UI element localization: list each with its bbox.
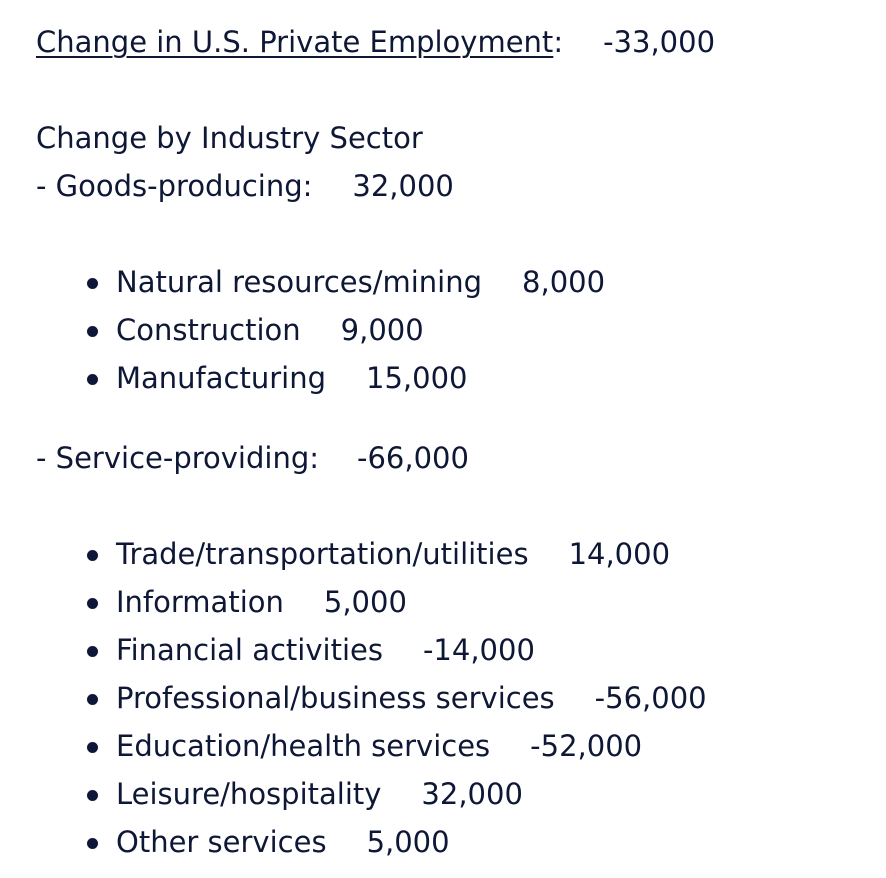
list-item-value: -56,000 xyxy=(594,681,707,715)
list-item-label: Financial activities xyxy=(116,633,383,667)
headline-colon: : xyxy=(553,25,564,59)
list-item xyxy=(0,358,605,406)
list-item-value: 15,000 xyxy=(366,361,468,395)
list-item xyxy=(0,822,707,870)
goods-sector-list xyxy=(0,262,605,406)
service-providing-value: -66,000 xyxy=(357,441,469,475)
list-item-label: Leisure/hospitality xyxy=(116,777,382,811)
list-item-label: Trade/transportation/utilities xyxy=(116,537,529,571)
list-item xyxy=(0,310,605,358)
list-item xyxy=(0,678,707,726)
list-item-value: 32,000 xyxy=(421,777,523,811)
service-providing-row xyxy=(36,438,469,478)
list-item-label: Professional/business services xyxy=(116,681,555,715)
list-item-value: 9,000 xyxy=(340,313,424,347)
goods-producing-value: 32,000 xyxy=(352,169,454,203)
list-item xyxy=(0,774,707,822)
service-sector-list xyxy=(0,534,707,870)
list-item-label: Education/health services xyxy=(116,729,491,763)
list-item xyxy=(0,534,707,582)
list-item-value: 8,000 xyxy=(522,265,606,299)
list-item-value: 14,000 xyxy=(568,537,671,571)
headline-value: -33,000 xyxy=(603,25,716,59)
headline-link[interactable]: Change in U.S. Private Employment xyxy=(36,25,554,59)
list-item-label: Other services xyxy=(116,825,327,859)
list-item xyxy=(0,726,707,774)
list-item-value: 5,000 xyxy=(366,825,450,859)
list-item-value: -14,000 xyxy=(422,633,535,667)
list-item xyxy=(0,630,707,678)
list-item-value: 5,000 xyxy=(323,585,407,619)
headline xyxy=(36,22,715,62)
goods-producing-label: - Goods-producing: xyxy=(36,169,313,203)
section-title: Change by Industry Sector xyxy=(36,121,423,155)
list-item xyxy=(0,262,605,310)
list-item-label: Manufacturing xyxy=(116,361,326,395)
goods-producing-row xyxy=(36,166,454,206)
service-providing-label: - Service-providing: xyxy=(36,441,320,475)
list-item-label: Natural resources/mining xyxy=(116,265,483,299)
list-item-label: Information xyxy=(116,585,284,619)
list-item-value: -52,000 xyxy=(530,729,643,763)
list-item-label: Construction xyxy=(116,313,301,347)
list-item xyxy=(0,582,707,630)
